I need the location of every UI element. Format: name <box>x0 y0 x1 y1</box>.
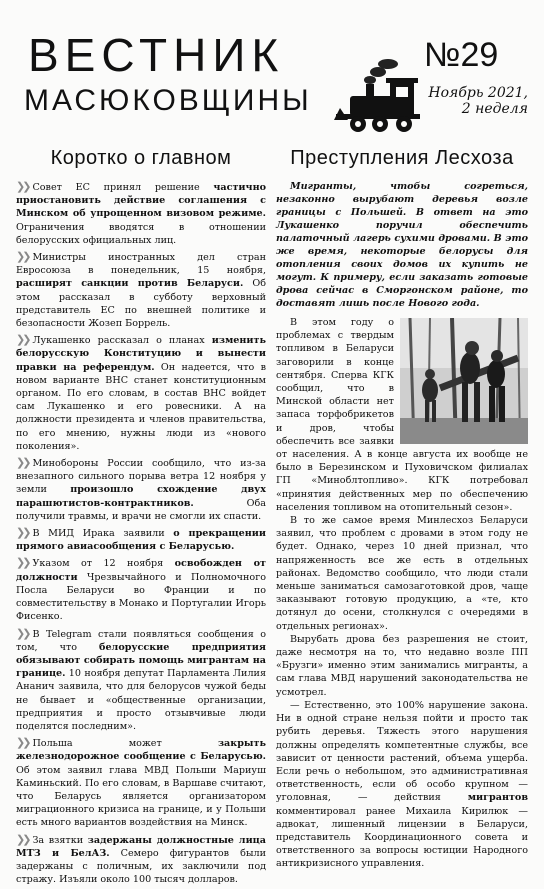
issue-number: №29 <box>424 36 499 74</box>
news-item: ❯❯ За взятки задержаны должностные лица МТЗ и БелАЗ. Семеро фигурантов были задержаны с поличным, их заключили под стражу. Изъяли около 100 тысяч долларов. <box>16 832 266 886</box>
news-list <box>16 180 266 886</box>
article-lead: Мигранты, чтобы согреться, незаконно вырубают деревья возле границы с Польшей. В ответ на это Лукашенко поручил обеспечить палаточный лагерь сухими дровами. В это же время, некоторые белорусы для отопления своих домов их купить не могут. К примеру, если заказать готовые дрова сейчас в Сморгонском районе, то доставят лишь после Нового года. <box>276 181 528 309</box>
article-column <box>276 146 528 871</box>
chevron-icon: ❯❯ <box>16 832 29 846</box>
news-item: ❯❯ В Telegram стали появляться сообщения о том, что белорусские предприятия обязывают собирать помощь мигрантам на границе. 10 ноября депутат Парламента Лилия Ананич заявила, что для белорусов чужой беды не бывает и «общественные организации, предприятия и просто отзывчивые люди поделятся последним». <box>16 626 267 732</box>
masthead <box>0 0 544 140</box>
chevron-icon: ❯❯ <box>16 556 29 570</box>
article-paragraph: Вырубать дрова без разрешения не стоит, даже несмотря на то, что недавно возле ПП «Брузги» именно этим занимались мигранты, а сам глава МВД нарушений законодательства не усмотрел. <box>276 633 528 698</box>
news-item: ❯❯ Минобороны России сообщило, что из-за внезапного сильного порыва ветра 12 ноября у земли произошло схождение двух парашютистов-контрактников. Оба получили травмы, и врачи не смогли их спасти. <box>16 456 266 522</box>
issue-date: Ноябрь 2021, <box>428 85 528 101</box>
article-paragraph: В этом году о проблемах с твердым топливом в Беларуси заговорили в конце сентября. Сперва КГК сообщил, что в Минской области нет запаса торфобрикетов и дров, чтобы обеспечить все заявки от населения. А в конце августа их вообще не было в Березинском и Пуховичском филиалах ГП «Миноблтопливо». КГК потребовал «принятия действенных мер по обеспечению населения топливом на отопительный сезон». <box>276 317 528 513</box>
news-item: ❯❯ Министры иностранных дел стран Евросоюза в понедельник, 15 ноября, расширят санкции против Беларуси. Об этом рассказал в субботу верховный представитель ЕС по внешней политике и безопасности Жозеп Боррель. <box>16 250 266 330</box>
chevron-icon: ❯❯ <box>16 626 29 640</box>
news-column <box>16 146 266 889</box>
article-paragraph: В то же самое время Минлесхоз Беларуси заявил, что проблем с дровами в этом году не будет. Однако, через 10 дней признал, что напряженность все же есть в отдельных районах. Ведомство сообщило, что люди стали меньше заниматься самозаготовкой дров, чаще заказывают готовую продукцию, а «те, кто дотянул до осени, столкнулся с очередями в отдельных регионах». <box>276 515 528 632</box>
article-heading: Преступления Лесхоза <box>290 147 514 169</box>
chevron-icon: ❯❯ <box>16 333 29 347</box>
issue-week: 2 неделя <box>461 101 528 117</box>
chevron-icon: ❯❯ <box>16 250 29 264</box>
news-item: ❯❯ Польша может закрыть железнодорожное сообщение с Беларусью. Об этом заявил глава МВД Польши Мариуш Каминьский. По его словам, в Варшаве считают, что Беларусь является организатором миграционного кризиса на границе, и у Польши есть много вариантов воздействия на Минск. <box>16 736 266 829</box>
news-item: ❯❯ Совет ЕС принял решение частично приостановить действие соглашения с Минском об упрощенном визовом режиме. Ограничения вводятся в отношении белорусских официальных лиц. <box>16 180 266 246</box>
news-item: ❯❯ Указом от 12 ноября освобожден от должности Чрезвычайного и Полномочного Посла Беларуси во Франции и по совместительству в Монако и Португалии Игорь Фисенко. <box>16 556 266 623</box>
newspaper-title: ВЕСТНИК <box>28 29 285 81</box>
news-item: ❯❯ Лукашенко рассказал о планах изменить белорусскую Конституцию и вынести правки на референдум. Он надеется, что в новом варианте ВНС станет конституционным органом. По его словам, в состав ВНС войдет сам Лукашенко и его ровесники. А на должности президента и членов правительства, по его мнению, нужны люди из «нового поколения». <box>16 333 266 452</box>
news-heading: Коротко о главном <box>50 147 232 169</box>
newspaper-subtitle: МАСЮКОВЩИНЫ <box>24 84 312 117</box>
news-item: ❯❯ В МИД Ирака заявили о прекращении прямого авиасообщения с Беларусью. <box>16 526 266 553</box>
chevron-icon: ❯❯ <box>16 736 29 750</box>
article-paragraph: — Естественно, это 100% нарушение закона. Ни в одной стране нельзя пойти и просто так рубить деревья. Тяжесть этого нарушения должны определять компетентные службы, все зависит от ценности растений, объема ущерба. Если речь о небольшом, это административная ответственность, если об особо крупном — уголовная, — действия мигрантов комментировал ранее Михаила Кирилюк — адвокат, лишенный лицензии в Беларуси, представитель Координационного совета и ответственного за вопросы юстиции Народного антикризисного управления. <box>276 699 528 870</box>
forest-photo <box>400 318 528 444</box>
locomotive-icon <box>330 56 426 134</box>
chevron-icon: ❯❯ <box>16 456 29 470</box>
chevron-icon: ❯❯ <box>16 180 29 193</box>
chevron-icon: ❯❯ <box>16 526 29 540</box>
